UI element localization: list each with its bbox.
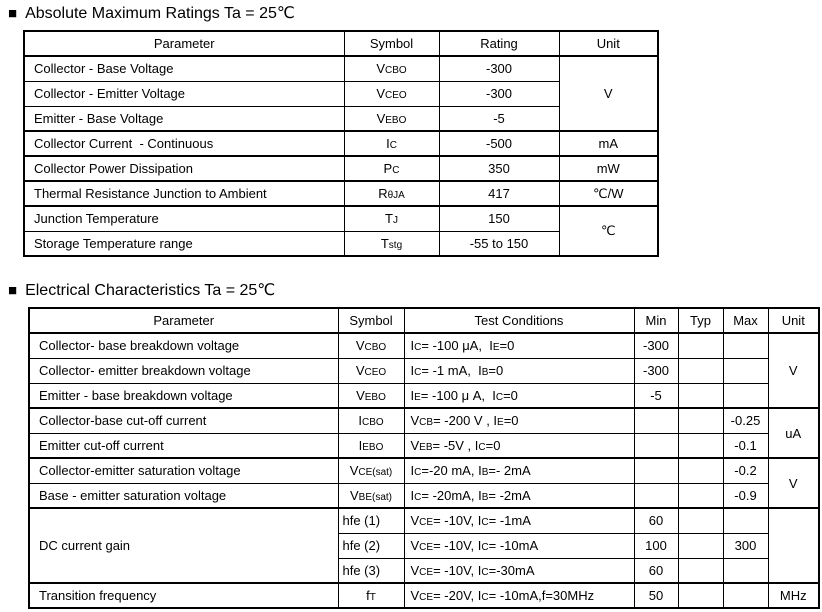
max-cell: -0.2 [723, 458, 768, 483]
parameter-cell: DC current gain [29, 508, 338, 583]
table-row [24, 206, 658, 231]
min-cell [634, 483, 678, 508]
test-conditions-cell: VCE= -10V, IC= -10mA [404, 533, 634, 558]
table-row [24, 56, 658, 81]
max-cell: -0.9 [723, 483, 768, 508]
col-header-rating: Rating [439, 31, 559, 56]
min-cell [634, 408, 678, 433]
unit-cell [768, 508, 819, 583]
max-cell [723, 583, 768, 608]
parameter-cell: Collector- base breakdown voltage [29, 333, 338, 358]
min-cell [634, 458, 678, 483]
typ-cell [678, 483, 723, 508]
parameter-cell: Collector- emitter breakdown voltage [29, 358, 338, 383]
symbol-cell: ICBO [338, 408, 404, 433]
parameter-cell: Storage Temperature range [24, 231, 344, 256]
typ-cell [678, 508, 723, 533]
table-row [29, 483, 819, 508]
rating-cell: 417 [439, 181, 559, 206]
test-conditions-cell: VCE= -20V, IC= -10mA,f=30MHz [404, 583, 634, 608]
symbol-cell: VCBO [338, 333, 404, 358]
min-cell: 50 [634, 583, 678, 608]
parameter-cell: Junction Temperature [24, 206, 344, 231]
table-row [29, 333, 819, 358]
unit-cell: V [559, 56, 658, 131]
parameter-cell: Emitter - Base Voltage [24, 106, 344, 131]
rating-cell: 150 [439, 206, 559, 231]
table-row [29, 358, 819, 383]
max-cell [723, 358, 768, 383]
typ-cell [678, 383, 723, 408]
typ-cell [678, 408, 723, 433]
unit-cell: V [768, 458, 819, 508]
parameter-cell: Collector Power Dissipation [24, 156, 344, 181]
symbol-cell: RθJA [344, 181, 439, 206]
col-header-min: Min [634, 308, 678, 333]
section-marker-icon: ■ [8, 5, 18, 22]
typ-cell [678, 358, 723, 383]
unit-cell: ℃ [559, 206, 658, 256]
abs-max-table [23, 30, 659, 257]
test-conditions-cell: IC= -100 μA, IE=0 [404, 333, 634, 358]
test-conditions-cell: IC= -1 mA, IB=0 [404, 358, 634, 383]
symbol-cell: IC [344, 131, 439, 156]
test-conditions-cell: IC= -20mA, IB= -2mA [404, 483, 634, 508]
parameter-cell: Collector - Base Voltage [24, 56, 344, 81]
min-cell: 60 [634, 508, 678, 533]
test-conditions-cell: IC=-20 mA, IB=- 2mA [404, 458, 634, 483]
min-cell: -300 [634, 333, 678, 358]
col-header-test-conditions: Test Conditions [404, 308, 634, 333]
unit-cell: V [768, 333, 819, 408]
elec-char-table [28, 307, 820, 609]
symbol-cell: fT [338, 583, 404, 608]
typ-cell [678, 558, 723, 583]
table-header-row [24, 31, 658, 56]
symbol-cell: VCBO [344, 56, 439, 81]
test-conditions-cell: VEB= -5V , IC=0 [404, 433, 634, 458]
max-cell [723, 383, 768, 408]
test-conditions-cell: VCB= -200 V , IE=0 [404, 408, 634, 433]
abs-max-title-text: Absolute Maximum Ratings Ta = 25℃ [25, 5, 295, 22]
symbol-cell: IEBO [338, 433, 404, 458]
table-row [29, 508, 819, 533]
symbol-cell: VCE(sat) [338, 458, 404, 483]
symbol-cell: TJ [344, 206, 439, 231]
rating-cell: -5 [439, 106, 559, 131]
rating-cell: -300 [439, 56, 559, 81]
min-cell: -5 [634, 383, 678, 408]
table-row [29, 408, 819, 433]
max-cell: 300 [723, 533, 768, 558]
max-cell: -0.25 [723, 408, 768, 433]
parameter-cell: Thermal Resistance Junction to Ambient [24, 181, 344, 206]
parameter-cell: Emitter cut-off current [29, 433, 338, 458]
symbol-cell: hfe (3) [338, 558, 404, 583]
parameter-cell: Collector-base cut-off current [29, 408, 338, 433]
min-cell: 100 [634, 533, 678, 558]
col-header-symbol: Symbol [344, 31, 439, 56]
typ-cell [678, 583, 723, 608]
table-row [24, 131, 658, 156]
symbol-cell: VCEO [338, 358, 404, 383]
min-cell [634, 433, 678, 458]
typ-cell [678, 433, 723, 458]
table-row [29, 383, 819, 408]
col-header-parameter: Parameter [24, 31, 344, 56]
max-cell [723, 508, 768, 533]
section-marker-icon: ■ [8, 282, 18, 299]
table-row [24, 181, 658, 206]
symbol-cell: VBE(sat) [338, 483, 404, 508]
rating-cell: 350 [439, 156, 559, 181]
parameter-cell: Collector Current - Continuous [24, 131, 344, 156]
table-row [29, 433, 819, 458]
symbol-cell: hfe (1) [338, 508, 404, 533]
col-header-max: Max [723, 308, 768, 333]
min-cell: -300 [634, 358, 678, 383]
parameter-cell: Collector - Emitter Voltage [24, 81, 344, 106]
max-cell [723, 333, 768, 358]
symbol-cell: VEBO [344, 106, 439, 131]
test-conditions-cell: IE= -100 μ A, IC=0 [404, 383, 634, 408]
rating-cell: -55 to 150 [439, 231, 559, 256]
unit-cell: mA [559, 131, 658, 156]
col-header-unit: Unit [559, 31, 658, 56]
table-row [29, 458, 819, 483]
unit-cell: ℃/W [559, 181, 658, 206]
unit-cell: mW [559, 156, 658, 181]
abs-max-title [8, 4, 295, 24]
col-header-typ: Typ [678, 308, 723, 333]
symbol-cell: VCEO [344, 81, 439, 106]
elec-char-title [8, 281, 275, 301]
elec-char-title-text: Electrical Characteristics Ta = 25℃ [25, 282, 276, 299]
max-cell: -0.1 [723, 433, 768, 458]
symbol-cell: hfe (2) [338, 533, 404, 558]
table-row [29, 583, 819, 608]
test-conditions-cell: VCE= -10V, IC= -1mA [404, 508, 634, 533]
col-header-parameter: Parameter [29, 308, 338, 333]
parameter-cell: Transition frequency [29, 583, 338, 608]
symbol-cell: Tstg [344, 231, 439, 256]
table-header-row [29, 308, 819, 333]
symbol-cell: PC [344, 156, 439, 181]
rating-cell: -300 [439, 81, 559, 106]
test-conditions-cell: VCE= -10V, IC=-30mA [404, 558, 634, 583]
rating-cell: -500 [439, 131, 559, 156]
parameter-cell: Base - emitter saturation voltage [29, 483, 338, 508]
unit-cell: uA [768, 408, 819, 458]
unit-cell: MHz [768, 583, 819, 608]
typ-cell [678, 458, 723, 483]
parameter-cell: Emitter - base breakdown voltage [29, 383, 338, 408]
symbol-cell: VEBO [338, 383, 404, 408]
typ-cell [678, 333, 723, 358]
min-cell: 60 [634, 558, 678, 583]
parameter-cell: Collector-emitter saturation voltage [29, 458, 338, 483]
table-row [24, 156, 658, 181]
col-header-unit: Unit [768, 308, 819, 333]
typ-cell [678, 533, 723, 558]
max-cell [723, 558, 768, 583]
col-header-symbol: Symbol [338, 308, 404, 333]
